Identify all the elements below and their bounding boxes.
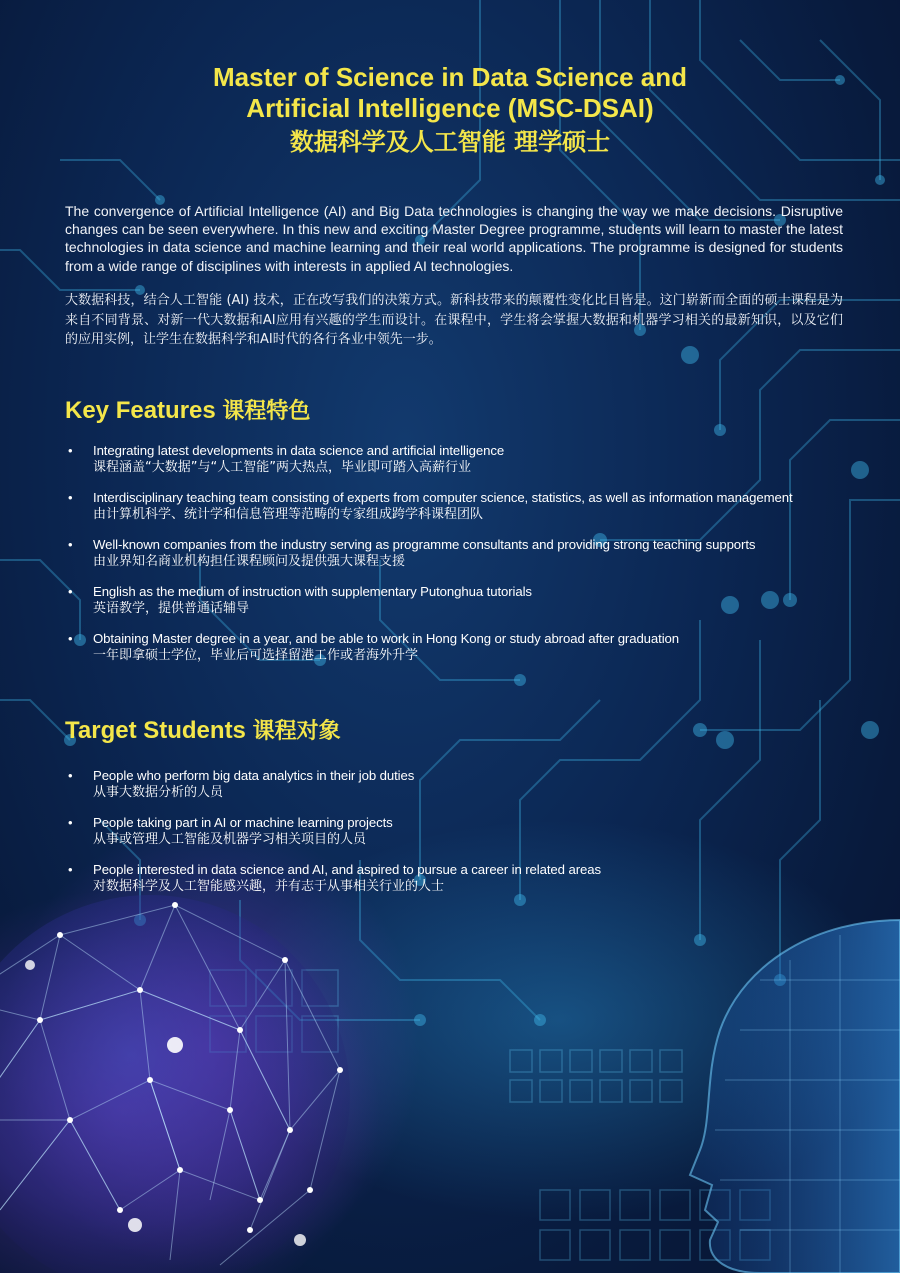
- feature-text-en: English as the medium of instruction with supplementary Putonghua tutorials: [93, 584, 532, 599]
- list-item: [65, 536, 865, 583]
- intro-paragraph-en: The convergence of Artificial Intelligence (AI) and Big Data technologies is changing the way we make decisions. Disruptive changes can be seen everywhere. In this new and exciting Master Degree programme, students will learn to master the latest technologies in data science and machine learning and their real world applications. The programme is designed for students from a wide range of disciplines with interests in applied AI technologies.: [65, 203, 843, 274]
- feature-text-zh: 由计算机科学、统计学和信息管理等范畴的专家组成跨学科课程团队: [93, 507, 484, 522]
- target-text-en: People who perform big data analytics in their job duties: [93, 768, 415, 783]
- list-item: [65, 489, 865, 536]
- target-text-en: People taking part in AI or machine learning projects: [93, 815, 393, 830]
- list-item: [65, 814, 865, 861]
- feature-text-zh: 英语教学，提供普通话辅导: [93, 601, 250, 616]
- intro-paragraph-zh: 大数据科技，结合人工智能 (AI) 技术，正在改写我们的决策方式。新科技带来的颠覆性变化比目皆是。这门崭新而全面的硕士课程是为来自不同背景、对新一代大数据和AI应用有兴趣的学生而设计。在课程中，学生将会掌握大数据和机器学习相关的最新知识，以及它们的应用实例，让学生在数据科学和AI时代的各行各业中领先一步。: [65, 293, 843, 347]
- feature-text-en: Interdisciplinary teaching team consisting of experts from computer science, statistics, as well as information management: [93, 490, 793, 505]
- title-en-line-2: Artificial Intelligence (MSC-DSAI): [246, 93, 654, 123]
- feature-text-en: Integrating latest developments in data science and artificial intelligence: [93, 443, 505, 458]
- target-students-heading: [65, 716, 341, 747]
- list-item: [65, 861, 865, 908]
- bullet-icon: •: [68, 815, 73, 830]
- key-features-heading: [65, 396, 310, 427]
- list-item: [65, 583, 865, 630]
- title-en-line-1: Master of Science in Data Science and: [213, 62, 687, 92]
- bullet-icon: •: [68, 584, 73, 599]
- bullet-icon: •: [68, 443, 73, 458]
- feature-text-zh: 一年即拿硕士学位，毕业后可选择留港工作或者海外升学: [93, 648, 419, 663]
- bullet-icon: •: [68, 537, 73, 552]
- bullet-icon: •: [68, 490, 73, 505]
- bullet-icon: •: [68, 631, 73, 646]
- key-features-heading-en: Key Features: [65, 397, 216, 424]
- feature-text-en: Well-known companies from the industry serving as programme consultants and providing strong teaching supports: [93, 537, 756, 552]
- target-text-en: People interested in data science and AI, and aspired to pursue a career in related areas: [93, 862, 601, 877]
- list-item: [65, 630, 865, 677]
- title-zh: 数据科学及人工智能 理学硕士: [289, 128, 611, 156]
- key-features-heading-zh: 课程特色: [222, 399, 311, 424]
- key-features-list: [65, 442, 865, 677]
- bullet-icon: •: [68, 768, 73, 783]
- target-text-zh: 对数据科学及人工智能感兴趣，并有志于从事相关行业的人士: [93, 879, 445, 894]
- feature-text-en: Obtaining Master degree in a year, and be able to work in Hong Kong or study abroad after graduation: [93, 631, 680, 646]
- target-text-zh: 从事大数据分析的人员: [93, 785, 224, 800]
- target-students-heading-zh: 课程对象: [252, 719, 341, 744]
- target-students-heading-en: Target Students: [65, 717, 246, 744]
- bullet-icon: •: [68, 862, 73, 877]
- target-text-zh: 从事或管理人工智能及机器学习相关项目的人员: [93, 832, 367, 847]
- list-item: [65, 767, 865, 814]
- feature-text-zh: 课程涵盖“大数据”与“人工智能”两大热点，毕业即可踏入高薪行业: [93, 460, 471, 475]
- feature-text-zh: 由业界知名商业机构担任课程顾问及提供强大课程支援: [93, 554, 406, 569]
- page-title: [0, 62, 900, 158]
- list-item: [65, 442, 865, 489]
- target-students-list: [65, 767, 865, 908]
